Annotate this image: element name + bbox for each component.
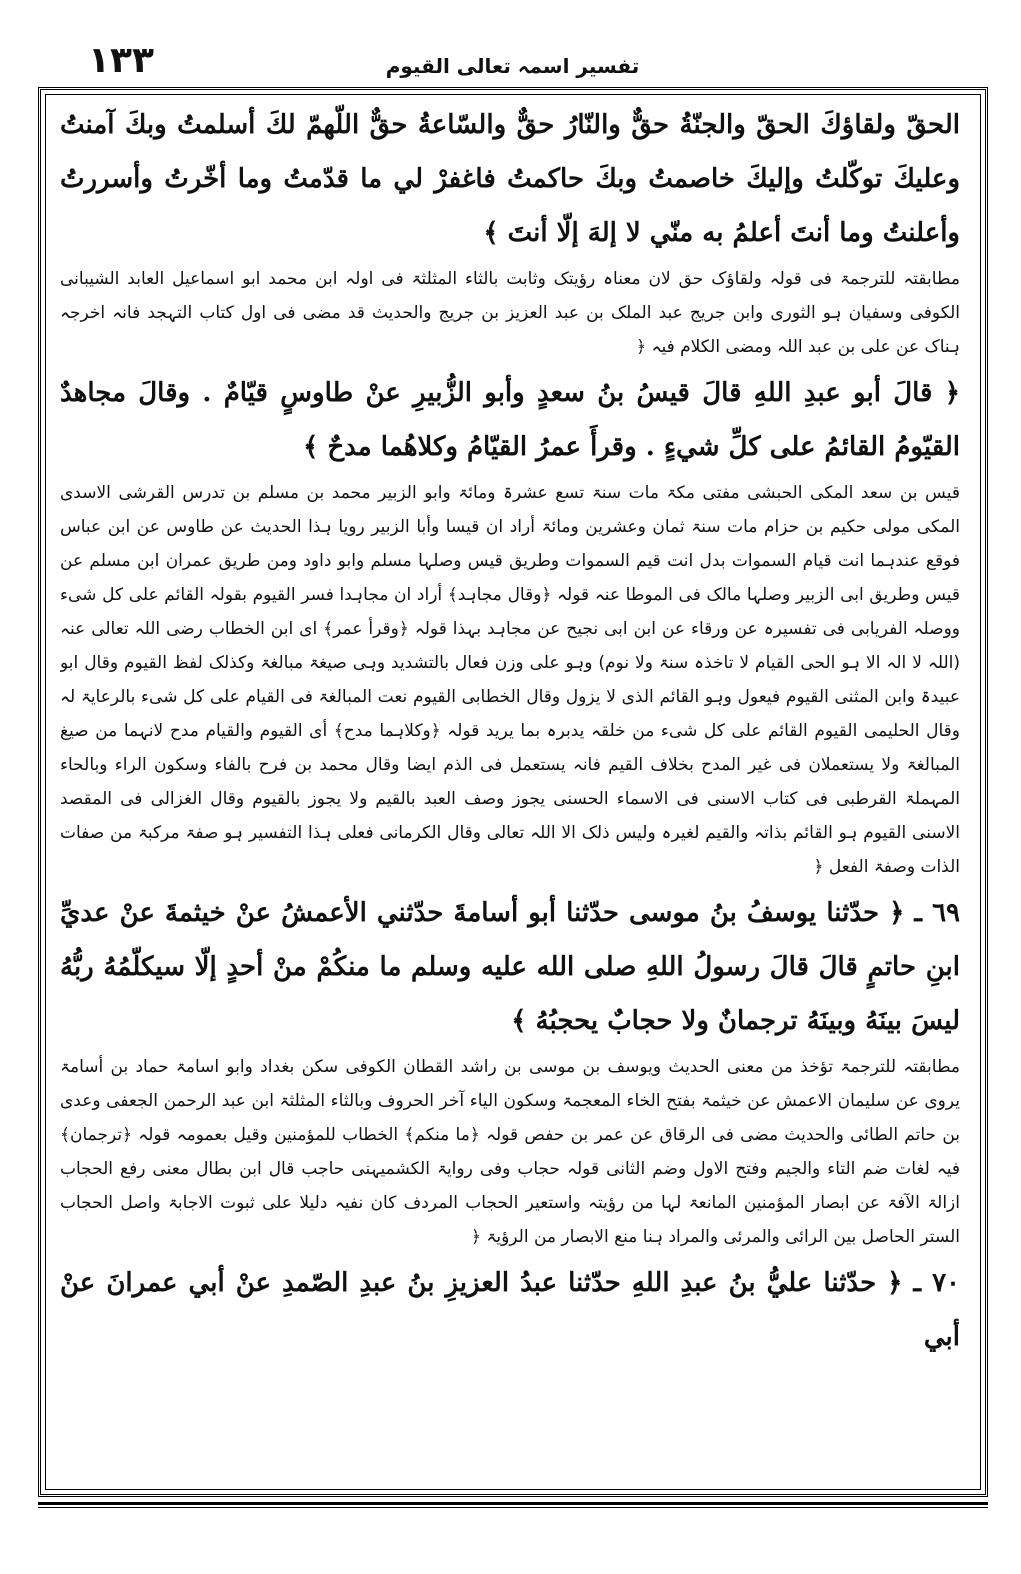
bottom-rule <box>38 1502 988 1508</box>
hadith-text-qayyum: ﴿ قالَ أبو عبدِ اللهِ قالَ قيسُ بنُ سعدٍ وأبو الزُّبيرِ عنْ طاوسٍ قيّامٌ . وقالَ مجاهدٌ القيّومُ القائمُ على كلِّ شيءٍ . وقرأَ عمرُ القيّامُ وكلاهُما مدحٌ ﴾ <box>60 378 960 462</box>
hadith-70: ٧٠ ـ ﴿ حدّثنا عليُّ بنُ عبدِ اللهِ حدّثنا عبدُ العزيزِ بنُ عبدِ الصّمدِ عنْ أبي عمرانَ عنْ أبي <box>60 1268 960 1352</box>
commentary-paragraph: مطابقتہ للترجمۃ فی قولہ ولقاؤک حق لان معناہ رؤیتک وثابت بالثاء المثلثۃ فی اولہ ابن محمد ابو اسماعیل العابد الشیبانی الکوفی وسفیان ہو الثوری وابن جریج عبد الملک بن عبد العزیز بن جریج والحدیث قد مضی فی اول کتاب التہجد فانہ اخرجہ ہناک عن علی بن عبد اللہ ومضی الکلام فیہ ﴿ <box>60 269 960 357</box>
page-body <box>60 98 960 1488</box>
running-title: تفسير اسمہ تعالی القیوم <box>385 54 640 78</box>
commentary-paragraph: قیس بن سعد المکی الحبشی مفتی مکۃ مات سنۃ تسع عشرۃ ومائۃ وابو الزبیر محمد بن مسلم بن تدرس القرشی الاسدی المکی مولی حکیم بن حزام مات سنۃ ثمان وعشرین ومائۃ أراد ان قیسا وأبا الزبیر رویا ہذا الحدیث عن طاوس عن ابن عباس فوقع عندہما انت قیام السموات بدل انت قیم السموات وطریق قیس وصلہا مسلم وابو داود ومن طریق عمران ابن مسلم عن قیس وطریق ابی الزبیر وصلہا مالک فی الموطا عنہ قولہ ﴿وقال مجاہد﴾ أراد ان مجاہدا فسر القیوم بقولہ القائم علی کل شیء ووصلہ الفریابی فی تفسیرہ عن ورقاء عن ابن ابی نجیح عن مجاہد بہذا قولہ ﴿وقرأ عمر﴾ ای ابن الخطاب رضی اللہ تعالی عنہ (اللہ لا الہ الا ہو الحی القیام لا تاخذہ سنۃ ولا نوم) وہو علی وزن فعال بالتشدید وہی صیغۃ مبالغۃ وکذلک لفظ القیوم وقال ابو عبیدۃ وابن المثنی القیوم فیعول وہو القائم الذی لا یزول وقال الخطابی القیوم نعت المبالغۃ فی القیام علی کل شیء بالرعایۃ لہ وقال الحلیمی القیوم القائم علی کل شیء من خلقہ یدبرہ بما یرید قولہ ﴿وکلاہما مدح﴾ أی القیوم والقیام مدح لانہما من صیغ المبالغۃ ولا یستعملان فی غیر المدح بخلاف القیم فانہ یستعمل فی الذم ایضا وقال محمد بن فرح بالفاء وسکون الراء وبالحاء المہملۃ القرطبی فی کتاب الاسنی فی الاسماء الحسنی یجوز وصف العبد بالقیم ولا یجوز بالقیوم وقال الغزالی فی المقصد الاسنی القیوم ہو القائم بذاتہ والقیم لغیرہ ولیس ذلک الا اللہ تعالی وقال الکرمانی فعلی ہذا التفسیر ہو صفۃ مرکبۃ من صفات الذات وصفۃ الفعل ﴿ <box>60 483 960 877</box>
commentary-paragraph: مطابقتہ للترجمۃ تؤخذ من معنی الحدیث ویوسف بن موسی بن راشد القطان الکوفی سکن بغداد وابو اسامۃ حماد بن أسامۃ یروی عن سلیمان الاعمش عن خیثمۃ بفتح الخاء المعجمۃ وسکون الیاء آخر الحروف وبالثاء المثلثۃ ابن عبد الرحمن الجعفی وعدی بن حاتم الطائی والحدیث مضی فی الرقاق عن عمر بن حفص قولہ ﴿ما منکم﴾ الخطاب للمؤمنین وقیل بعمومہ قولہ ﴿ترجمان﴾ فیہ لغات ضم التاء والجیم وفتح الاول وضم الثانی قولہ حجاب وفی روایۃ الکشمیہنی حاجب قال ابن بطال معنی رفع الحجاب ازالۃ الآفۃ عن ابصار المؤمنین المانعۃ لہا من رؤیتہ واستعیر الحجاب المردف کان نفیہ دلیلا علی ثبوت الاجابۃ واصل الحجاب الستر الحاصل بین الرائی والمرئی والمراد ہنا منع الابصار من الرؤیۃ ﴿ <box>60 1057 960 1247</box>
page-header <box>40 40 985 90</box>
hadith-text-closing: الحقّ ولقاؤكَ الحقّ والجنّةُ حقٌّ والنّارُ حقٌّ والسّاعةُ حقٌّ اللّهمّ لكَ أسلمتُ وبكَ آمنتُ وعليكَ توكّلتُ وإليكَ خاصمتُ وبكَ حاكمتُ فاغفرْ لي ما قدّمتُ وما أخّرتُ وأسررتُ وأعلنتُ وما أنتَ أعلمُ به منّي لا إلهَ إلّا أنتَ ﴾ <box>60 110 960 248</box>
page-number: ١٣٣ <box>88 40 154 81</box>
hadith-69: ٦٩ ـ ﴿ حدّثنا يوسفُ بنُ موسى حدّثنا أبو أسامةَ حدّثني الأعمشُ عنْ خيثمةَ عنْ عديِّ ابنِ حاتمٍ قالَ قالَ رسولُ اللهِ صلى الله عليه وسلم ما منكُمْ منْ أحدٍ إلّا سيكلّمُهُ ربُّهُ ليسَ بينَهُ وبينَهُ ترجمانٌ ولا حجابٌ يحجبُهُ ﴾ <box>60 898 960 1036</box>
